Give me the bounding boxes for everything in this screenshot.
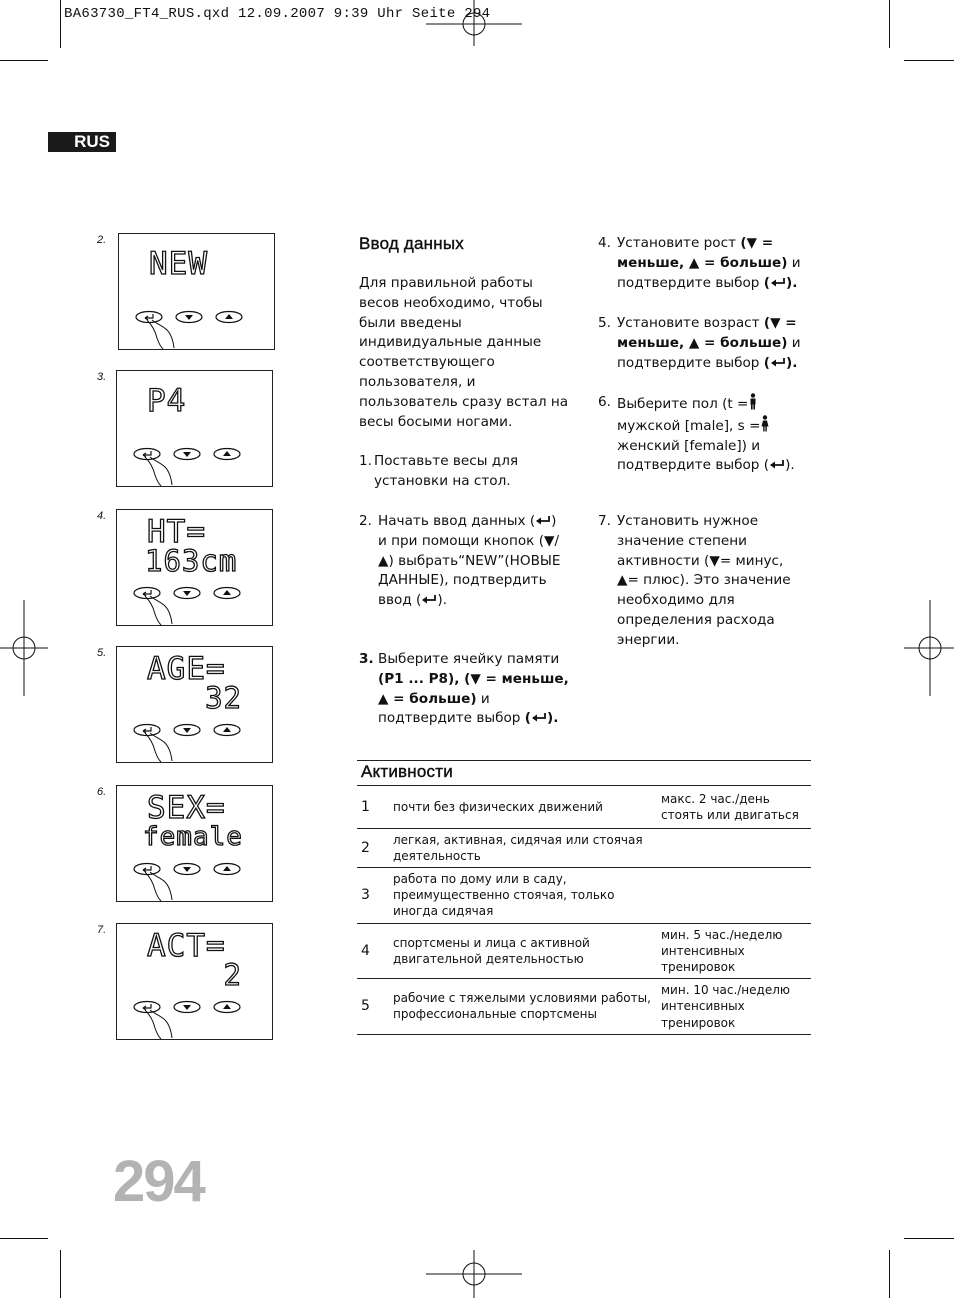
lcd-buttons (117, 924, 272, 1039)
enter-key-icon (531, 710, 547, 726)
enter-button-icon (134, 1002, 160, 1013)
activity-desc: почти без физических движений (393, 799, 603, 814)
registration-mark-icon (904, 600, 954, 696)
up-button-icon (216, 312, 242, 323)
lcd-line-2: 163cm (145, 544, 238, 578)
enter-button-icon (136, 312, 162, 323)
lcd-buttons (117, 786, 272, 901)
finger-icon (147, 320, 174, 349)
down-button-icon (174, 1002, 200, 1013)
enter-key-icon (769, 457, 785, 473)
lcd-display (116, 785, 273, 902)
page-number: 294 (113, 1149, 204, 1214)
down-button-icon (174, 588, 200, 599)
finger-icon (145, 1010, 172, 1039)
crop-mark (889, 1250, 890, 1298)
up-button-icon (214, 588, 240, 599)
down-button-icon (176, 312, 202, 323)
step-2: 2. Начать ввод данных ( ) и при помощи кнопок (▼/▲) выбрать“NEW”(НОВЫЕ ДАННЫЕ), подтвердить ввод ( ). (359, 513, 561, 609)
activity-row (357, 828, 811, 867)
display-step-number: 7. (97, 924, 107, 936)
activity-row (357, 786, 811, 828)
enter-key-icon (535, 513, 551, 529)
lcd-line-2: 32 (205, 681, 242, 715)
activity-table-title: Активности (361, 762, 453, 781)
lcd-line-1: SEX= (147, 790, 226, 826)
finger-icon (145, 457, 172, 486)
lcd-line-2: 2 (223, 958, 242, 992)
activity-note (661, 867, 811, 923)
lcd-display (116, 646, 273, 763)
crop-mark (904, 1238, 954, 1239)
activity-desc: рабочие с тяжелыми условиями работы, профессиональные спортсмены (393, 991, 651, 1022)
activity-note: мин. 5 час./неделю интенсивных тренировок (661, 927, 783, 974)
activity-desc: работа по дому или в саду, преимущественно стоячая, только иногда сидячая (393, 871, 615, 919)
registration-mark-icon (426, 1250, 522, 1298)
lcd-buttons (117, 371, 272, 486)
enter-key-icon (421, 592, 437, 608)
display-step-number: 2. (97, 234, 107, 246)
lcd-line-1: NEW (149, 246, 208, 282)
step-3: 3. Выберите ячейку памяти (P1 ... P8), (▼ = меньше, ▲ = больше) и подтвердите выбор ( ). (359, 651, 569, 727)
down-button-icon (174, 725, 200, 736)
lcd-buttons (117, 647, 272, 762)
lcd-line-1: ACT= (147, 928, 226, 964)
lcd-display (116, 923, 273, 1040)
display-step-number: 6. (97, 786, 107, 798)
male-icon (748, 396, 758, 412)
enter-button-icon (134, 725, 160, 736)
activity-desc: спортсмены и лица с активной двигательной деятельностью (393, 935, 590, 966)
enter-key-icon (770, 355, 786, 371)
up-button-icon (214, 864, 240, 875)
intro-paragraph: Для правильной работы весов необходимо, чтобы были введены индивидуальные данные соответствующего пользователя, и пользователь сразу встал на весы босыми ногами. (359, 275, 569, 430)
step-5: 5. Установите возраст (▼ = меньше, ▲ = больше) и подтвердите выбор ( ). (598, 315, 801, 371)
activity-row (357, 923, 811, 979)
language-badge: RUS (48, 132, 116, 152)
step-1: 1. Поставьте весы для установки на стол. (359, 453, 519, 489)
lcd-display (118, 233, 275, 350)
enter-button-icon (134, 588, 160, 599)
crop-mark (889, 0, 890, 48)
display-step-number: 5. (97, 647, 107, 659)
lcd-line-1: AGE= (147, 651, 226, 687)
table-top-rule (357, 760, 811, 761)
step-6: 6. Выберите пол (t = мужской [male], s = женский [female]) и подтвердите выбор ( ). (598, 394, 795, 474)
female-icon (760, 418, 770, 434)
activity-note: мин. 10 час./неделю интенсивных тренировок (661, 983, 790, 1030)
crop-mark (904, 60, 954, 61)
crop-mark (0, 60, 48, 61)
activity-desc: легкая, активная, сидячая или стоячая деятельность (393, 832, 643, 863)
activity-level: 1 (361, 798, 370, 815)
finger-icon (145, 733, 172, 762)
lcd-line-1: P4 (147, 383, 187, 419)
activity-note (661, 828, 811, 867)
step-4: 4. Установите рост (▼ = меньше, ▲ = больше) и подтвердите выбор ( ). (598, 235, 801, 291)
down-button-icon (174, 449, 200, 460)
finger-icon (145, 596, 172, 625)
enter-button-icon (134, 864, 160, 875)
finger-icon (145, 872, 172, 901)
crop-mark (0, 1238, 48, 1239)
lcd-line-2: female (143, 822, 243, 852)
lcd-display (116, 509, 273, 626)
activity-row (357, 867, 811, 923)
activity-level: 5 (361, 998, 370, 1015)
lcd-display (116, 370, 273, 487)
activity-table (357, 786, 811, 1035)
crop-mark (60, 0, 61, 48)
up-button-icon (214, 449, 240, 460)
activity-note: макс. 2 час./день стоять или двигаться (661, 791, 799, 822)
activity-level: 3 (361, 887, 370, 904)
section-title: Ввод данных (359, 234, 464, 253)
crop-mark (60, 1250, 61, 1298)
lcd-line-1: HT= (147, 514, 206, 550)
up-button-icon (214, 1002, 240, 1013)
lcd-buttons (117, 510, 272, 625)
activity-level: 4 (361, 942, 370, 959)
down-button-icon (174, 864, 200, 875)
activity-table-title-wrap (361, 762, 453, 782)
lcd-buttons (119, 234, 274, 349)
activity-row (357, 979, 811, 1035)
display-step-number: 3. (97, 371, 107, 383)
display-step-number: 4. (97, 510, 107, 522)
step-7: 7. Установить нужное значение степени активности (▼= минус, ▲= плюс). Это значение необходимо для определения расхода энергии. (598, 513, 791, 648)
enter-button-icon (134, 449, 160, 460)
activity-level: 2 (361, 839, 370, 856)
enter-key-icon (770, 275, 786, 291)
file-slug: BA63730_FT4_RUS.qxd 12.09.2007 9:39 Uhr Seite 294 (64, 6, 491, 22)
section-heading-wrap (359, 234, 464, 254)
up-button-icon (214, 725, 240, 736)
registration-mark-icon (0, 600, 48, 696)
